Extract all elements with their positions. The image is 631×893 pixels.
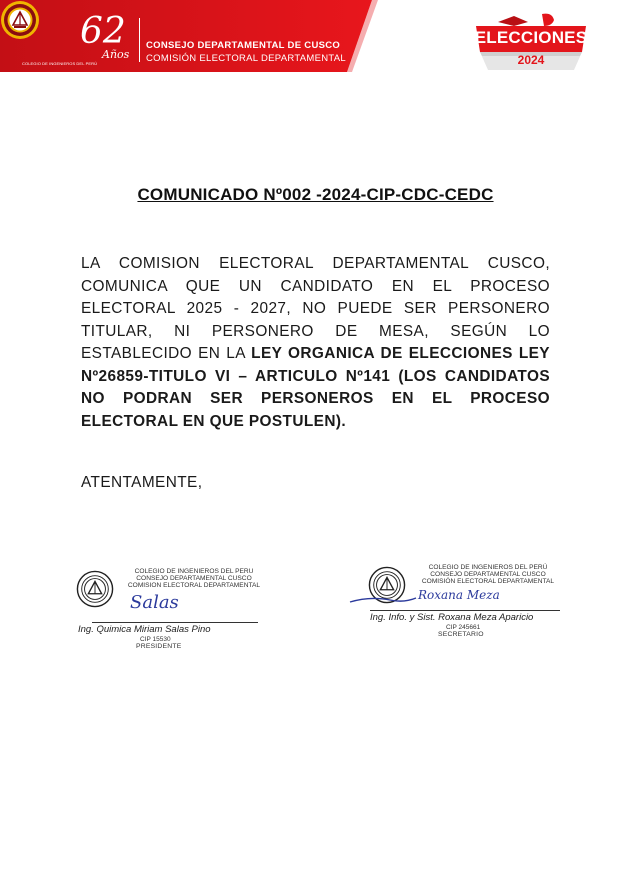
signature-stamp-president xyxy=(70,560,275,680)
document-body xyxy=(81,253,550,433)
seal-caption: COLEGIO DE INGENIEROS DEL PERÚ xyxy=(22,61,98,66)
closing-salutation: ATENTAMENTE, xyxy=(81,474,203,491)
cip-seal-logo xyxy=(0,0,40,40)
anniversary-mark xyxy=(80,11,130,61)
signer-name: Ing. Quimica Miriam Salas Pino xyxy=(78,624,211,635)
stamp-org xyxy=(418,564,558,586)
body-text: LA COMISION ELECTORAL DEPARTAMENTAL CUSCO, COMUNICA QUE UN CANDIDATO EN EL PROCESO ELECTORAL 2025 - 2027, NO PUEDE SER PERSONERO TITULAR, NI PERSONERO DE MESA, SEGÚN LO ESTABLECIDO EN LA xyxy=(81,255,550,362)
stamp-seal-icon xyxy=(76,570,114,608)
body-law-reference: LEY ORGANICA DE ELECCIONES LEY Nº26859-TITULO VI – ARTICULO Nº141 (LOS CANDIDATOS NO PODRAN SER PERSONEROS EN EL PROCESO ELECTORAL EN QUE POSTULEN). xyxy=(81,345,550,430)
council-name: CONSEJO DEPARTAMENTAL DE CUSCO xyxy=(146,40,341,51)
badge-year xyxy=(468,53,594,67)
signature-line xyxy=(370,610,560,611)
commission-name: COMISIÓN ELECTORAL DEPARTAMENTAL xyxy=(146,53,346,64)
stamp-org-line2: CONSEJO DEPARTAMENTAL CUSCO xyxy=(430,571,546,579)
stamp-org-line3: COMISION ELECTORAL DEPARTAMENTAL xyxy=(127,582,261,590)
signer-cip: CIP 15530 xyxy=(140,636,171,643)
stamp-org-line3: COMISIÓN ELECTORAL DEPARTAMENTAL xyxy=(421,578,555,586)
elections-badge xyxy=(468,12,594,76)
signer-role: PRESIDENTE xyxy=(136,643,182,650)
signer-role: SECRETARIO xyxy=(438,631,484,638)
stamp-org xyxy=(124,568,264,590)
stamp-org-line1: COLEGIO DE INGENIEROS DEL PERÚ xyxy=(428,564,548,571)
handwritten-signature: Salas xyxy=(130,592,179,613)
anniversary-number: 62 xyxy=(80,11,126,52)
signature-line xyxy=(92,622,258,623)
badge-title: ELECCIONES xyxy=(474,28,588,47)
anniversary-word: Años xyxy=(102,48,130,61)
signature-stamp-secretary xyxy=(348,540,566,660)
stamp-org-line1: COLEGIO DE INGENIEROS DEL PERU xyxy=(134,568,254,575)
handwritten-signature: Roxana Meza xyxy=(418,588,500,602)
document-title: COMUNICADO Nº002 -2024-CIP-CDC-CEDC xyxy=(137,185,494,204)
header-divider xyxy=(139,18,140,62)
signer-name: Ing. Info. y Sist. Roxana Meza Aparicio xyxy=(370,612,534,623)
signature-stroke xyxy=(348,590,418,610)
stamp-org-line2: CONSEJO DEPARTAMENTAL CUSCO xyxy=(136,575,252,583)
badge-year-text: 2024 xyxy=(517,53,545,67)
signer-cip: CIP 245661 xyxy=(446,624,481,631)
